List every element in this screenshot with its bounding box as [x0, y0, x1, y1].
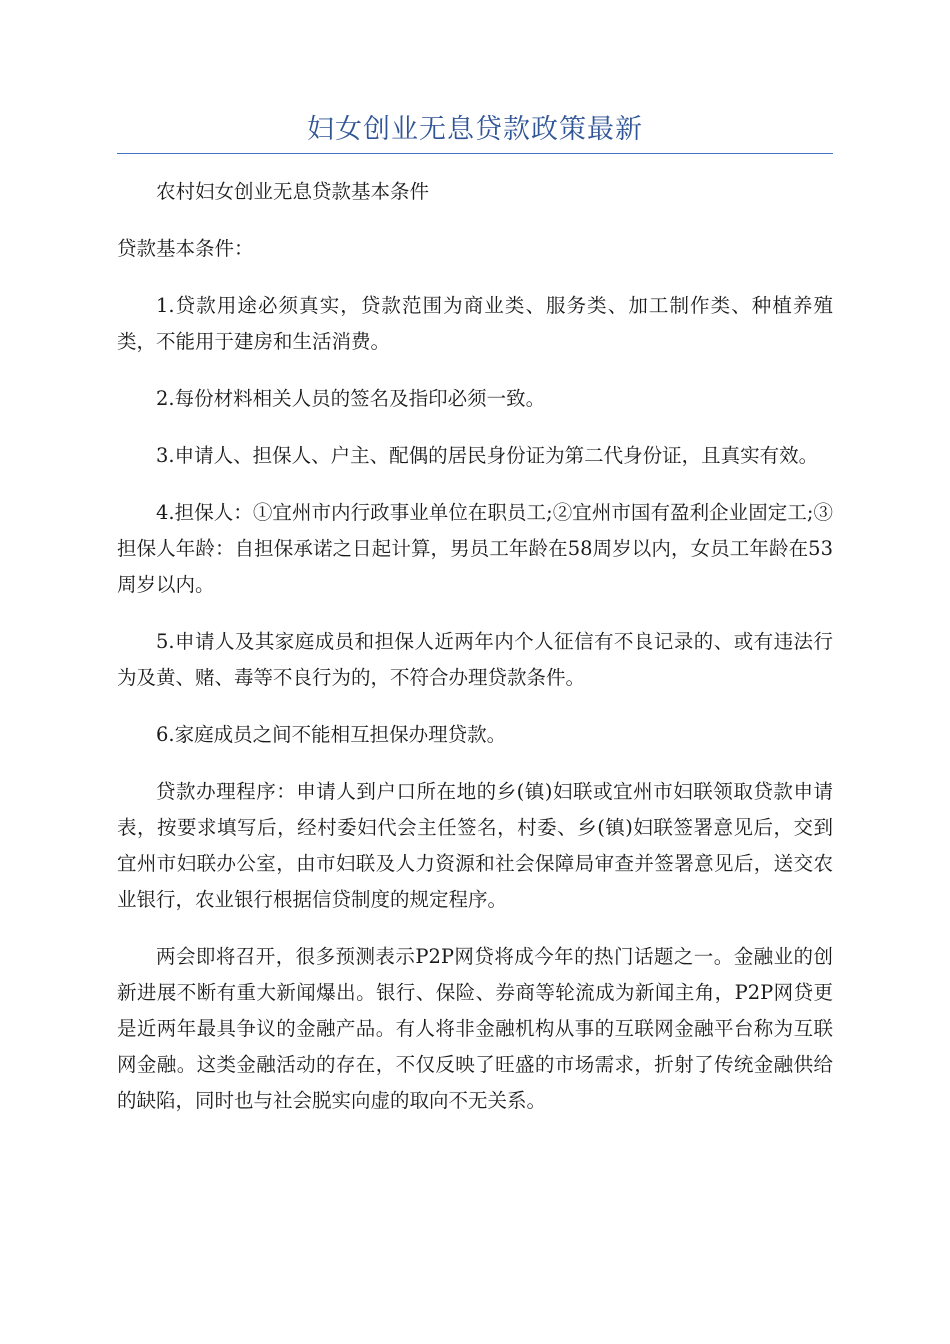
paragraph-condition-4: 4.担保人：①宜州市内行政事业单位在职员工;②宜州市国有盈利企业固定工;③担保人年龄：自担保承诺之日起计算，男员工年龄在58周岁以内，女员工年龄在53周岁以内。 [117, 501, 833, 596]
document-title: 妇女创业无息贷款政策最新 [307, 114, 643, 145]
paragraph-subtitle: 农村妇女创业无息贷款基本条件 [156, 180, 430, 203]
paragraph-section-heading: 贷款基本条件： [117, 237, 254, 260]
paragraph-p2p: 两会即将召开，很多预测表示P2P网贷将成今年的热门话题之一。金融业的创新进展不断有重大新闻爆出。银行、保险、券商等轮流成为新闻主角，P2P网贷更是近两年最具争议的金融产品。有人将非金融机构从事的互联网金融平台称为互联网金融。这类金融活动的存在，不仅反映了旺盛的市场需求，折射了传统金融供给的缺陷，同时也与社会脱实向虚的取向不无关系。 [117, 945, 833, 1112]
paragraph-condition-1: 1.贷款用途必须真实，贷款范围为商业类、服务类、加工制作类、种植养殖类，不能用于建房和生活消费。 [117, 294, 833, 353]
title-underline [117, 153, 833, 154]
paragraph-condition-2: 2.每份材料相关人员的签名及指印必须一致。 [156, 387, 546, 410]
document-body [117, 174, 833, 1119]
paragraph-condition-5: 5.申请人及其家庭成员和担保人近两年内个人征信有不良记录的、或有违法行为及黄、赌、毒等不良行为的，不符合办理贷款条件。 [117, 630, 833, 689]
document-page [117, 110, 833, 1140]
paragraph-condition-6: 6.家庭成员之间不能相互担保办理贷款。 [156, 723, 507, 746]
paragraph-procedure: 贷款办理程序：申请人到户口所在地的乡(镇)妇联或宜州市妇联领取贷款申请表，按要求填写后，经村委妇代会主任签名，村委、乡(镇)妇联签署意见后，交到宜州市妇联办公室，由市妇联及人力资源和社会保障局审查并签署意见后，送交农业银行，农业银行根据信贷制度的规定程序。 [117, 780, 833, 911]
paragraph-condition-3: 3.申请人、担保人、户主、配偶的居民身份证为第二代身份证，且真实有效。 [156, 444, 819, 467]
